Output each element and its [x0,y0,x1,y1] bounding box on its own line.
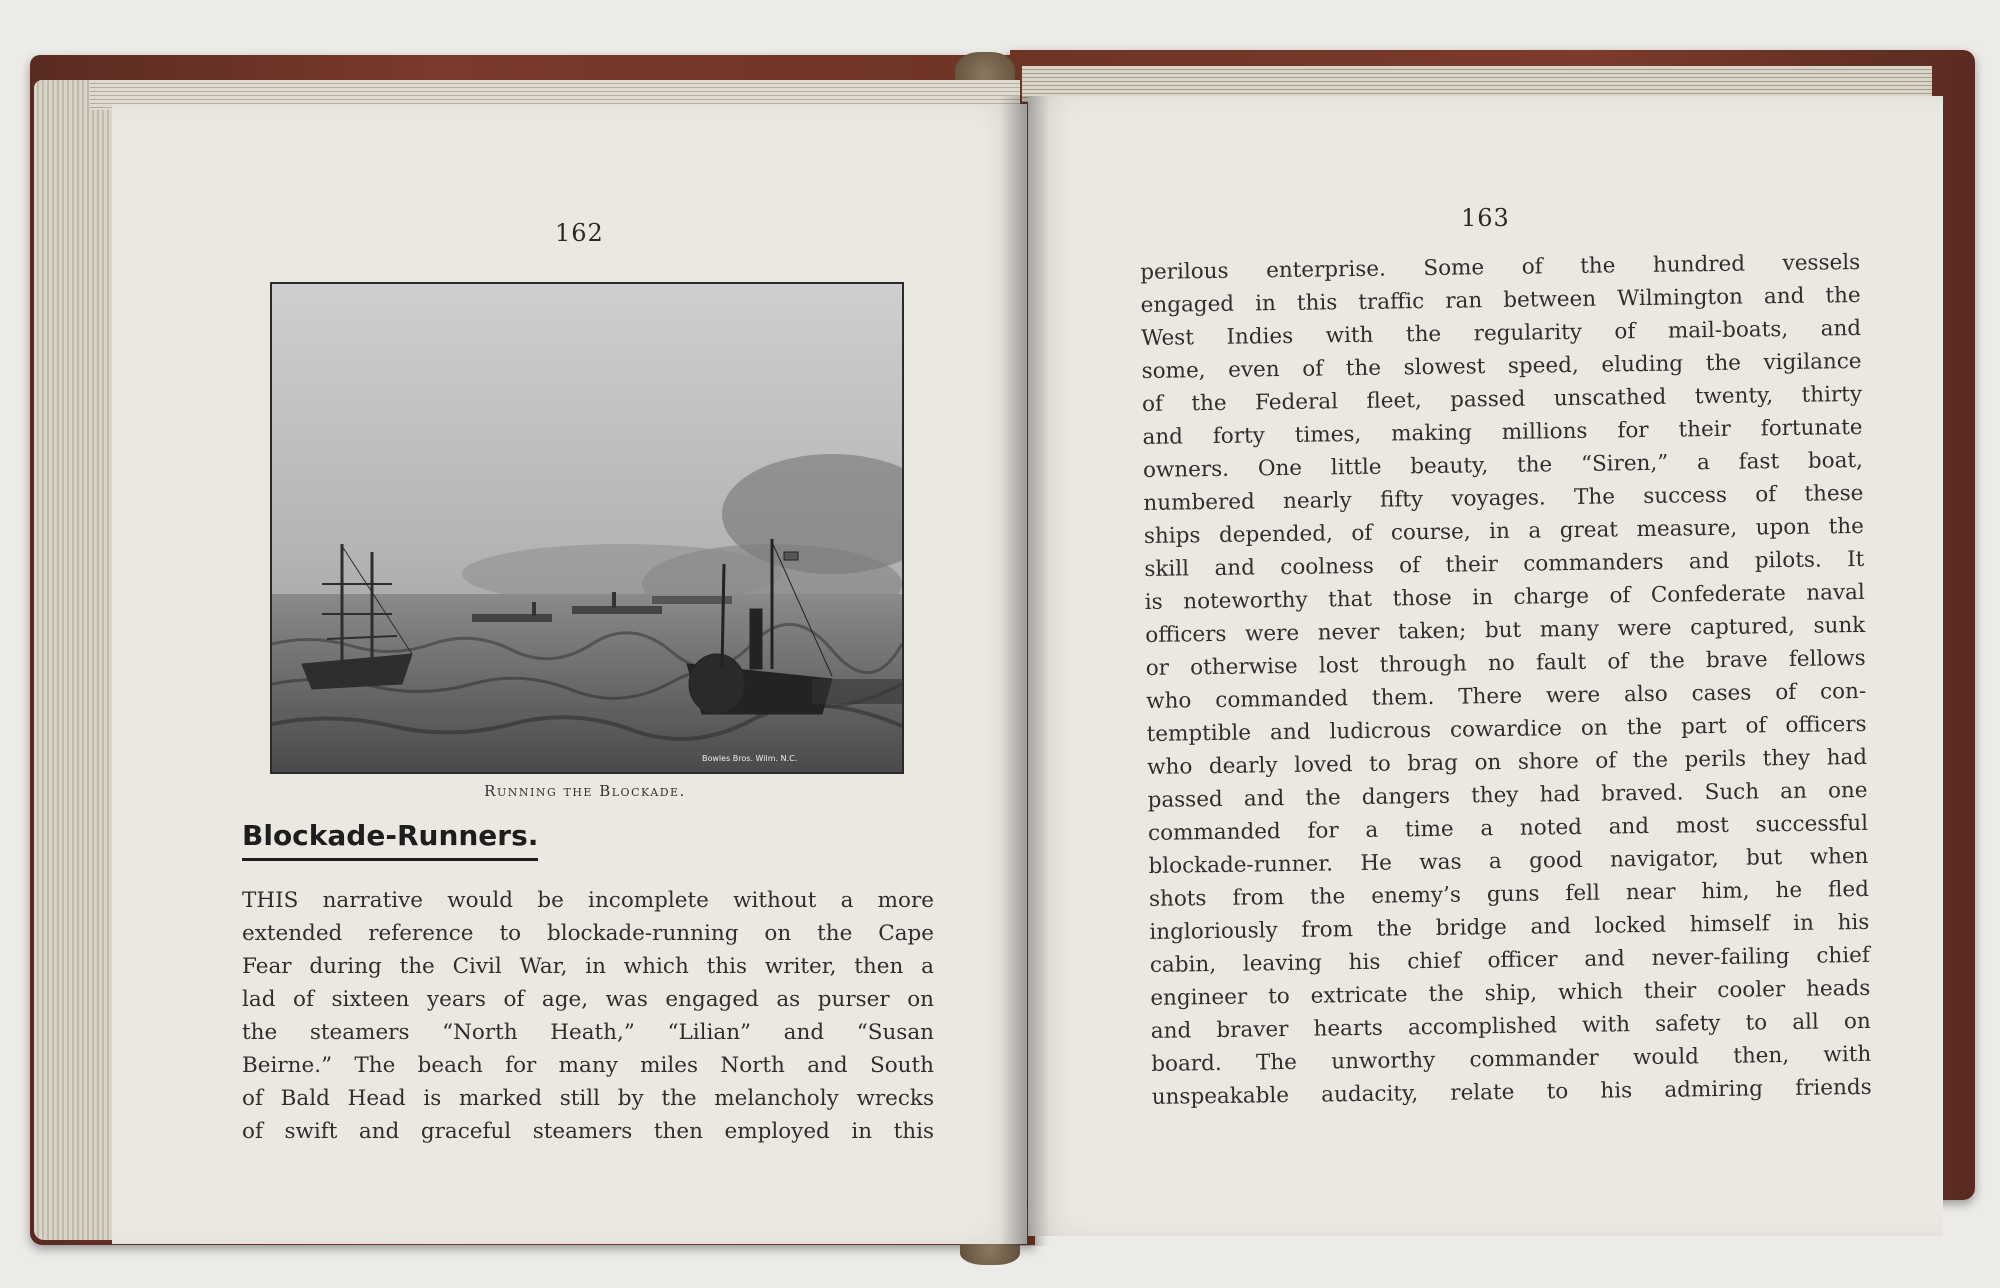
left-page [112,104,1027,1244]
gutter-shadow [1000,96,1050,1246]
text-line: West Indies with the regularity of mail-boats, and [1140,315,1862,351]
text-line: Fear during the Civil War, in which this writer, then a [242,954,934,979]
text-line: the steamers “North Heath,” “Lilian” and “Susan [242,1020,934,1045]
text-line: cabin, leaving his chief officer and never-failing chief [1149,942,1871,978]
text-line: numbered nearly fifty voyages. The success of these [1143,480,1864,516]
illustration-credit: Bowles Bros. Wilm. N.C. [702,754,798,763]
text-line: blockade-runner. He was a good navigator, but when [1148,843,1869,879]
text-line: who dearly loved to brag on shore of the perils they had [1146,744,1868,780]
text-line: and braver hearts accomplished with safety to all on [1150,1008,1871,1044]
text-line: officers were never taken; but many were captured, sunk [1145,612,1866,648]
text-line: of swift and graceful steamers then employed in this [242,1119,934,1144]
text-line: ships depended, of course, in a great measure, upon the [1143,513,1865,549]
illustration-caption: Running the Blockade. [484,782,686,800]
text-line: skill and coolness of their commanders and pilots. It [1144,546,1865,582]
page-number: 162 [555,219,604,247]
text-line: commanded for a time a noted and most successful [1147,810,1869,846]
text-line: owners. One little beauty, the “Siren,” a fast boat, [1142,447,1864,483]
right-page-body [1140,246,1872,1114]
text-line: extended reference to blockade-running on the Cape [242,921,934,946]
text-line: or otherwise lost through no fault of the brave fellows [1145,645,1866,681]
right-page [1028,96,1943,1236]
page-edges-left [34,80,124,1240]
illustration-running-the-blockade [270,282,904,774]
text-line: passed and the dangers they had braved. Such an one [1147,777,1868,813]
text-line: ingloriously from the bridge and locked himself in his [1149,909,1870,945]
text-line: of Bald Head is marked still by the melancholy wrecks [242,1086,934,1111]
text-line: and forty times, making millions for their fortunate [1142,414,1863,450]
text-line: engaged in this traffic ran between Wilmington and the [1140,282,1861,318]
left-page-body [242,884,934,1148]
text-line: board. The unworthy commander would then, with [1151,1041,1872,1077]
text-line: temptible and ludicrous cowardice on the part of officers [1146,711,1867,747]
text-line: THIS narrative would be incomplete without a more [242,888,934,913]
text-line: is noteworthy that those in charge of Confederate naval [1144,579,1865,615]
text-line: lad of sixteen years of age, was engaged as purser on [242,987,934,1012]
text-line: of the Federal fleet, passed unscathed twenty, thirty [1141,381,1863,417]
text-line: Beirne.” The beach for many miles North and South [242,1053,934,1078]
text-line: shots from the enemy’s guns fell near him, he fled [1148,876,1870,912]
text-line: who commanded them. There were also cases of con- [1146,678,1867,714]
text-line: unspeakable audacity, relate to his admiring friends [1151,1074,1872,1110]
text-line: perilous enterprise. Some of the hundred vessels [1140,249,1861,285]
page-number: 163 [1461,204,1510,232]
ship-engraving [272,284,902,772]
section-heading: Blockade-Runners. [242,819,538,861]
text-line: engineer to extricate the ship, which their cooler heads [1150,975,1871,1011]
text-line: some, even of the slowest speed, eluding the vigilance [1141,348,1862,384]
